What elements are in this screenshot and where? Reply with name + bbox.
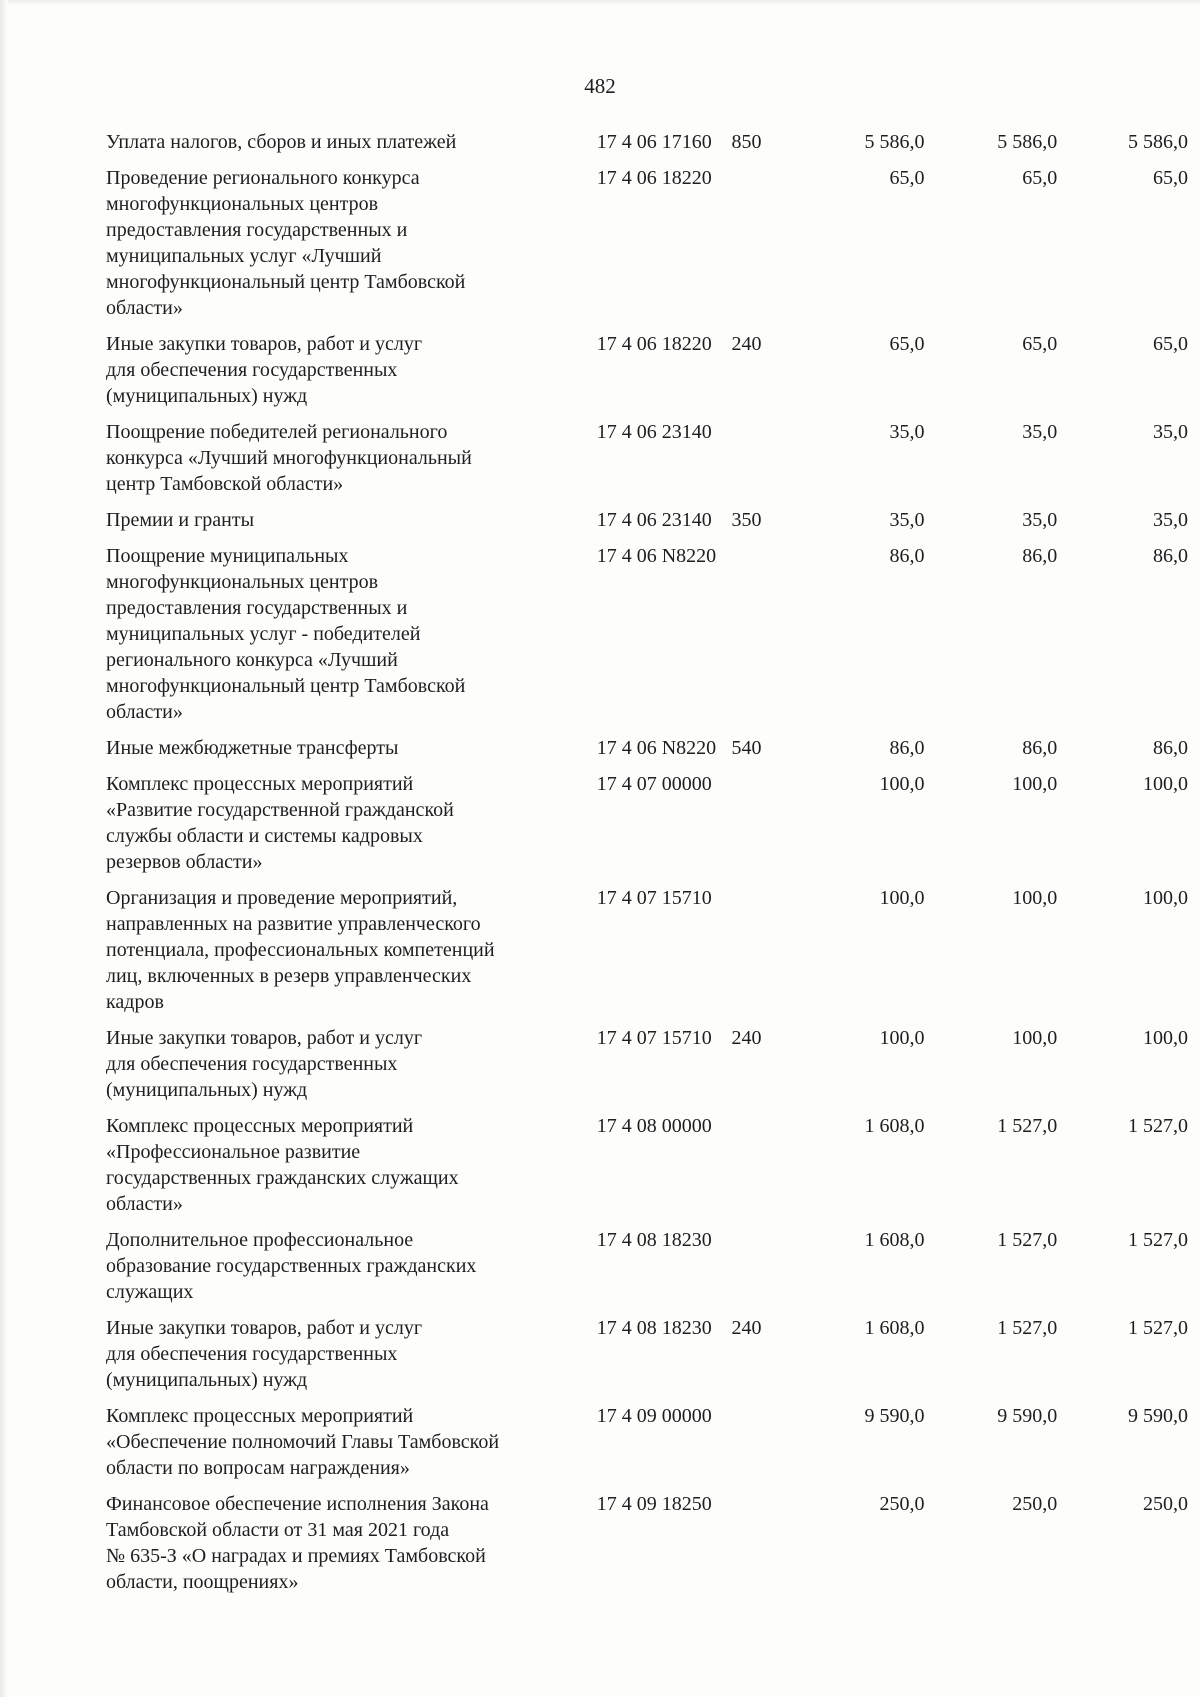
expense-item-name bbox=[106, 331, 593, 419]
amount-year-3: 86,0 bbox=[1153, 737, 1188, 759]
expense-item-name bbox=[106, 1113, 593, 1227]
expense-item-name-line: многофункциональный центр Тамбовской bbox=[106, 675, 466, 697]
target-item-code: 17 4 09 18250 bbox=[596, 1493, 712, 1515]
expense-item-name bbox=[106, 1025, 593, 1113]
expense-item-name bbox=[106, 543, 593, 735]
expense-type-code bbox=[731, 885, 791, 1025]
expense-item-name-line: службы области и системы кадровых bbox=[106, 825, 423, 847]
expense-item-name-line: конкурса «Лучший многофункциональный bbox=[106, 447, 472, 469]
expense-item-name-line: Иные закупки товаров, работ и услуг bbox=[106, 1027, 423, 1049]
table-row bbox=[106, 331, 1188, 419]
target-item-code: 17 4 07 00000 bbox=[596, 773, 712, 795]
expense-type-code bbox=[731, 419, 791, 507]
expense-type-code: 850 bbox=[731, 131, 762, 153]
expense-item-name bbox=[106, 419, 593, 507]
expense-item-name-line: предоставления государственных и bbox=[106, 219, 408, 241]
amount-year-3: 100,0 bbox=[1143, 1027, 1188, 1049]
table-body bbox=[106, 129, 1188, 1605]
amount-year-1: 100,0 bbox=[879, 887, 925, 909]
expense-item-name-line: направленных на развитие управленческого bbox=[106, 913, 481, 935]
expense-item-name-line: области» bbox=[106, 297, 183, 319]
expense-item-name-line: потенциала, профессиональных компетенций bbox=[106, 939, 495, 961]
amount-year-1: 65,0 bbox=[889, 333, 925, 355]
expense-item-name bbox=[106, 885, 593, 1025]
expense-item-name-line: Уплата налогов, сборов и иных платежей bbox=[106, 131, 457, 153]
amount-year-3: 1 527,0 bbox=[1128, 1115, 1188, 1137]
expense-item-name-line: муниципальных услуг «Лучший bbox=[106, 245, 382, 267]
amount-year-3: 9 590,0 bbox=[1128, 1405, 1188, 1427]
expense-item-name-line: области» bbox=[106, 1193, 183, 1215]
table-row bbox=[106, 771, 1188, 885]
expense-item-name-line: предоставления государственных и bbox=[106, 597, 408, 619]
target-item-code: 17 4 08 18230 bbox=[596, 1229, 712, 1251]
amount-year-1: 86,0 bbox=[889, 545, 925, 567]
amount-year-2: 100,0 bbox=[1012, 773, 1058, 795]
scan-top-edge bbox=[0, 0, 1200, 6]
table-row bbox=[106, 543, 1188, 735]
expense-type-code: 540 bbox=[731, 737, 762, 759]
expense-item-name-line: для обеспечения государственных bbox=[106, 1053, 398, 1075]
expense-item-name-line: Иные межбюджетные трансферты bbox=[106, 737, 399, 759]
amount-year-1: 100,0 bbox=[879, 773, 925, 795]
expense-item-name-line: кадров bbox=[106, 991, 164, 1013]
amount-year-2: 100,0 bbox=[1012, 1027, 1058, 1049]
amount-year-1: 1 608,0 bbox=[864, 1229, 925, 1251]
expense-item-name-line: образование государственных гражданских bbox=[106, 1255, 477, 1277]
amount-year-2: 1 527,0 bbox=[997, 1115, 1058, 1137]
expense-type-code bbox=[731, 771, 791, 885]
table-row bbox=[106, 1491, 1188, 1605]
expense-item-name bbox=[106, 771, 593, 885]
expense-item-name-line: государственных гражданских служащих bbox=[106, 1167, 459, 1189]
expense-type-code bbox=[731, 165, 791, 331]
amount-year-2: 250,0 bbox=[1012, 1493, 1058, 1515]
amount-year-1: 250,0 bbox=[879, 1493, 925, 1515]
target-item-code: 17 4 07 15710 bbox=[596, 1027, 712, 1049]
expense-item-name-line: Организация и проведение мероприятий, bbox=[106, 887, 458, 909]
amount-year-3: 5 586,0 bbox=[1128, 131, 1188, 153]
expense-item-name bbox=[106, 1403, 593, 1491]
amount-year-1: 100,0 bbox=[879, 1027, 925, 1049]
table-row bbox=[106, 735, 1188, 771]
table-row bbox=[106, 419, 1188, 507]
expense-item-name-line: для обеспечения государственных bbox=[106, 1343, 398, 1365]
expense-item-name bbox=[106, 1227, 593, 1315]
amount-year-2: 65,0 bbox=[1022, 333, 1058, 355]
amount-year-1: 86,0 bbox=[889, 737, 925, 759]
amount-year-2: 86,0 bbox=[1022, 545, 1058, 567]
expense-type-code bbox=[731, 1227, 791, 1315]
expense-item-name-line: многофункциональных центров bbox=[106, 193, 379, 215]
expense-item-name-line: (муниципальных) нужд bbox=[106, 385, 308, 407]
expense-item-name-line: Комплекс процессных мероприятий bbox=[106, 773, 414, 795]
target-item-code: 17 4 06 18220 bbox=[596, 333, 712, 355]
amount-year-1: 5 586,0 bbox=[864, 131, 925, 153]
amount-year-2: 5 586,0 bbox=[997, 131, 1058, 153]
expense-type-code bbox=[731, 1491, 791, 1605]
expense-item-name bbox=[106, 165, 593, 331]
table-row bbox=[106, 1025, 1188, 1113]
expense-type-code bbox=[731, 1403, 791, 1491]
amount-year-3: 250,0 bbox=[1143, 1493, 1188, 1515]
expense-item-name-line: Поощрение победителей регионального bbox=[106, 421, 448, 443]
amount-year-1: 1 608,0 bbox=[864, 1317, 925, 1339]
expense-item-name-line: Проведение регионального конкурса bbox=[106, 167, 420, 189]
amount-year-2: 65,0 bbox=[1022, 167, 1058, 189]
amount-year-3: 35,0 bbox=[1153, 421, 1188, 443]
expense-item-name-line: Иные закупки товаров, работ и услуг bbox=[106, 1317, 423, 1339]
target-item-code: 17 4 06 N8220 bbox=[596, 737, 717, 759]
target-item-code: 17 4 07 15710 bbox=[596, 887, 712, 909]
expense-item-name-line: (муниципальных) нужд bbox=[106, 1369, 308, 1391]
target-item-code: 17 4 08 00000 bbox=[596, 1115, 712, 1137]
expense-item-name-line: резервов области» bbox=[106, 851, 263, 873]
amount-year-1: 9 590,0 bbox=[864, 1405, 925, 1427]
amount-year-2: 35,0 bbox=[1022, 421, 1058, 443]
table-row bbox=[106, 1113, 1188, 1227]
page-number: 482 bbox=[584, 74, 616, 98]
expense-item-name-line: «Обеспечение полномочий Главы Тамбовской bbox=[106, 1431, 500, 1453]
expense-item-name-line: служащих bbox=[106, 1281, 194, 1303]
expense-item-name bbox=[106, 1491, 593, 1605]
expense-item-name-line: № 635-З «О наградах и премиях Тамбовской bbox=[106, 1545, 486, 1567]
amount-year-3: 86,0 bbox=[1153, 545, 1188, 567]
expense-item-name-line: многофункциональный центр Тамбовской bbox=[106, 271, 466, 293]
expense-item-name-line: Комплекс процессных мероприятий bbox=[106, 1405, 414, 1427]
expense-item-name-line: «Профессиональное развитие bbox=[106, 1141, 361, 1163]
expense-item-name bbox=[106, 1315, 593, 1403]
expense-item-name-line: Поощрение муниципальных bbox=[106, 545, 349, 567]
expense-item-name-line: области» bbox=[106, 701, 183, 723]
budget-allocation-table bbox=[106, 129, 1188, 1605]
expense-item-name-line: Премии и гранты bbox=[106, 509, 255, 531]
expense-item-name-line: Дополнительное профессиональное bbox=[106, 1229, 414, 1251]
table-row bbox=[106, 1315, 1188, 1403]
expense-item-name-line: центр Тамбовской области» bbox=[106, 473, 344, 495]
expense-item-name-line: «Развитие государственной гражданской bbox=[106, 799, 454, 821]
amount-year-3: 65,0 bbox=[1153, 333, 1188, 355]
amount-year-1: 35,0 bbox=[889, 421, 925, 443]
table-row bbox=[106, 165, 1188, 331]
amount-year-2: 86,0 bbox=[1022, 737, 1058, 759]
amount-year-3: 35,0 bbox=[1153, 509, 1188, 531]
amount-year-2: 35,0 bbox=[1022, 509, 1058, 531]
expense-item-name bbox=[106, 735, 593, 771]
table-row bbox=[106, 129, 1188, 165]
target-item-code: 17 4 09 00000 bbox=[596, 1405, 712, 1427]
amount-year-3: 1 527,0 bbox=[1128, 1229, 1188, 1251]
expense-type-code bbox=[731, 1113, 791, 1227]
table-row bbox=[106, 1403, 1188, 1491]
amount-year-2: 9 590,0 bbox=[997, 1405, 1058, 1427]
expense-item-name-line: (муниципальных) нужд bbox=[106, 1079, 308, 1101]
amount-year-1: 65,0 bbox=[889, 167, 925, 189]
expense-item-name-line: многофункциональных центров bbox=[106, 571, 379, 593]
amount-year-3: 100,0 bbox=[1143, 773, 1188, 795]
expense-type-code: 240 bbox=[731, 1317, 762, 1339]
target-item-code: 17 4 06 23140 bbox=[596, 509, 712, 531]
amount-year-1: 1 608,0 bbox=[864, 1115, 925, 1137]
expense-item-name-line: Финансовое обеспечение исполнения Закона bbox=[106, 1493, 489, 1515]
expense-item-name bbox=[106, 507, 593, 543]
table-row bbox=[106, 885, 1188, 1025]
expense-item-name-line: для обеспечения государственных bbox=[106, 359, 398, 381]
expense-item-name-line: Комплекс процессных мероприятий bbox=[106, 1115, 414, 1137]
expense-type-code: 350 bbox=[731, 509, 762, 531]
expense-item-name-line: регионального конкурса «Лучший bbox=[106, 649, 398, 671]
expense-item-name-line: области по вопросам награждения» bbox=[106, 1457, 410, 1479]
amount-year-1: 35,0 bbox=[889, 509, 925, 531]
table-row bbox=[106, 507, 1188, 543]
target-item-code: 17 4 06 18220 bbox=[596, 167, 712, 189]
amount-year-3: 65,0 bbox=[1153, 167, 1188, 189]
amount-year-2: 1 527,0 bbox=[997, 1229, 1058, 1251]
amount-year-3: 1 527,0 bbox=[1128, 1317, 1188, 1339]
target-item-code: 17 4 06 N8220 bbox=[596, 545, 717, 567]
target-item-code: 17 4 06 17160 bbox=[596, 131, 712, 153]
expense-type-code: 240 bbox=[731, 333, 762, 355]
expense-item-name bbox=[106, 129, 593, 165]
expense-item-name-line: лиц, включенных в резерв управленческих bbox=[106, 965, 472, 987]
table-row bbox=[106, 1227, 1188, 1315]
amount-year-3: 100,0 bbox=[1143, 887, 1188, 909]
expense-item-name-line: Тамбовской области от 31 мая 2021 года bbox=[106, 1519, 450, 1541]
expense-item-name-line: области, поощрениях» bbox=[106, 1571, 299, 1593]
amount-year-2: 100,0 bbox=[1012, 887, 1058, 909]
expense-type-code bbox=[731, 543, 791, 735]
amount-year-2: 1 527,0 bbox=[997, 1317, 1058, 1339]
expense-type-code: 240 bbox=[731, 1027, 762, 1049]
expense-item-name-line: муниципальных услуг - победителей bbox=[106, 623, 421, 645]
scan-left-edge bbox=[0, 0, 8, 1697]
target-item-code: 17 4 08 18230 bbox=[596, 1317, 712, 1339]
expense-item-name-line: Иные закупки товаров, работ и услуг bbox=[106, 333, 423, 355]
target-item-code: 17 4 06 23140 bbox=[596, 421, 712, 443]
